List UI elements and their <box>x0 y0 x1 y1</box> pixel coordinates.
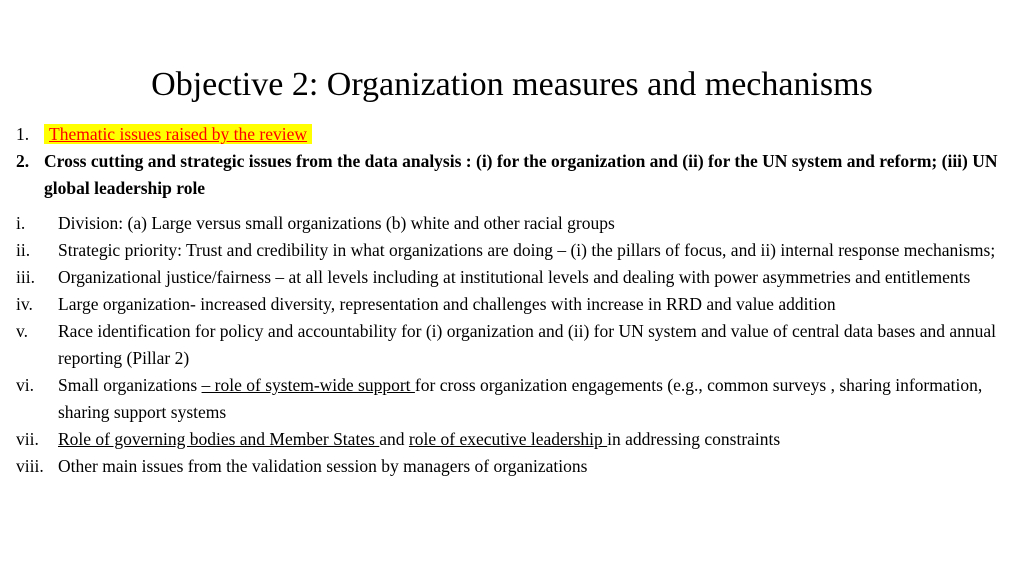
roman-item-iii <box>16 264 1016 291</box>
roman-item-iv <box>16 291 1016 318</box>
item-text-start: Small organizations <box>58 375 202 395</box>
roman-numeral: iii. <box>16 267 35 287</box>
roman-numeral: i. <box>16 213 26 233</box>
item-number: 2. <box>16 151 30 171</box>
roman-numeral: v. <box>16 321 28 341</box>
item-text-end: in addressing constraints <box>607 429 781 449</box>
underlined-phrase-executive-leadership: role of executive leadership <box>408 429 608 449</box>
item-text <box>58 375 982 422</box>
roman-item-vii <box>16 426 1016 453</box>
roman-item-viii <box>16 453 1016 480</box>
item-text: Strategic priority: Trust and credibility in what organizations are doing – (i) the pillars of focus, and ii) internal response mechanisms; <box>58 240 996 260</box>
numbered-list <box>16 121 1016 202</box>
slide-title: Objective 2: Organization measures and mechanisms <box>151 66 873 103</box>
roman-item-vi <box>16 372 1016 426</box>
item-text <box>58 429 780 449</box>
numbered-item-2 <box>16 148 1016 202</box>
roman-item-v <box>16 318 1016 372</box>
item-number: 1. <box>16 124 30 144</box>
roman-item-ii <box>16 237 1016 264</box>
item-text: Cross cutting and strategic issues from the data analysis : (i) for the organization and (ii) for the UN system and reform; (iii) UN global leadership role <box>44 151 998 198</box>
item-text: Division: (a) Large versus small organizations (b) white and other racial groups <box>58 213 615 233</box>
item-text: Race identification for policy and accountability for (i) organization and (ii) for UN system and value of central data bases and annual reporting (Pillar 2) <box>58 321 997 368</box>
roman-numeral: iv. <box>16 294 33 314</box>
roman-numeral: vii. <box>16 429 39 449</box>
item-text-middle: and <box>379 429 409 449</box>
roman-numeral: ii. <box>16 240 31 260</box>
roman-numeral: vi. <box>16 375 34 395</box>
item-text: Other main issues from the validation session by managers of organizations <box>58 456 588 476</box>
highlighted-item-text: Thematic issues raised by the review <box>44 124 312 144</box>
roman-numeral: viii. <box>16 456 44 476</box>
underlined-phrase: – role of system-wide support <box>201 375 415 395</box>
roman-numeral-list <box>16 210 1016 480</box>
roman-item-i <box>16 210 1016 237</box>
item-text: Large organization- increased diversity, representation and challenges with increase in RRD and value addition <box>58 294 836 314</box>
underlined-phrase-governing-bodies: Role of governing bodies and Member States <box>58 429 380 449</box>
item-text-end: for cross organization engagements (e.g., common surveys , sharing information, sharing support systems <box>58 375 983 422</box>
numbered-item-1 <box>16 121 1016 148</box>
item-text: Organizational justice/fairness – at all levels including at institutional levels and dealing with power asymmetries and entitlements <box>58 267 971 287</box>
